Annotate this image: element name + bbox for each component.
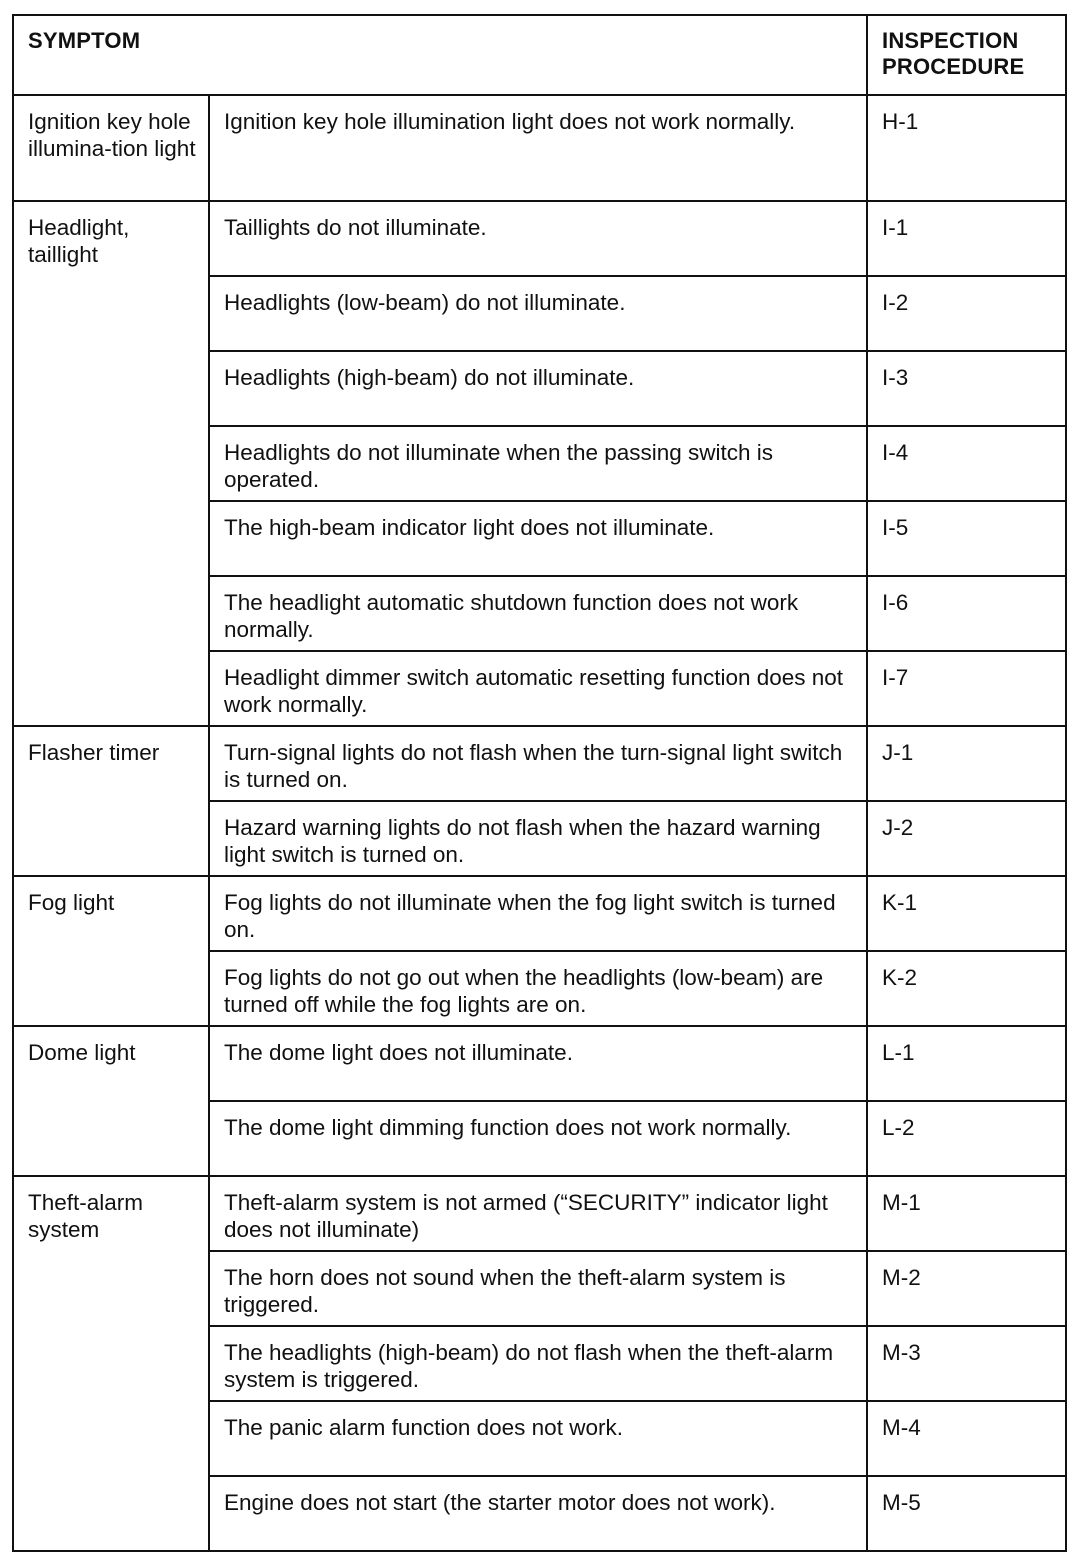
symptom-cell: Taillights do not illuminate. <box>209 201 867 276</box>
symptom-cell: The dome light does not illuminate. <box>209 1026 867 1101</box>
symptom-cell: Theft-alarm system is not armed (“SECURITY” indicator light does not illuminate) <box>209 1176 867 1251</box>
symptom-header <box>13 15 867 95</box>
symptom-cell: Headlights (high-beam) do not illuminate. <box>209 351 867 426</box>
symptom-cell: Headlights (low-beam) do not illuminate. <box>209 276 867 351</box>
procedure-code-cell: H-1 <box>867 95 1066 201</box>
symptom-cell: The dome light dimming function does not work normally. <box>209 1101 867 1176</box>
symptom-cell: Headlights do not illuminate when the passing switch is operated. <box>209 426 867 501</box>
symptom-cell: Ignition key hole illumination light does not work normally. <box>209 95 867 201</box>
procedure-code-cell: J-1 <box>867 726 1066 801</box>
category-cell: Dome light <box>13 1026 209 1176</box>
symptom-cell: Headlight dimmer switch automatic resetting function does not work normally. <box>209 651 867 726</box>
symptom-cell: The headlight automatic shutdown function does not work normally. <box>209 576 867 651</box>
procedure-code-cell: I-4 <box>867 426 1066 501</box>
table-row <box>13 1176 1066 1251</box>
table-row <box>13 95 1066 201</box>
table-header-row <box>13 15 1066 95</box>
table-row <box>13 201 1066 276</box>
procedure-code-cell: K-2 <box>867 951 1066 1026</box>
procedure-code-cell: L-1 <box>867 1026 1066 1101</box>
symptom-cell: Engine does not start (the starter motor does not work). <box>209 1476 867 1551</box>
procedure-code-cell: I-7 <box>867 651 1066 726</box>
procedure-code-cell: I-5 <box>867 501 1066 576</box>
table-row <box>13 1026 1066 1101</box>
table-body <box>13 95 1066 1551</box>
category-cell: Headlight, taillight <box>13 201 209 726</box>
procedure-code-cell: L-2 <box>867 1101 1066 1176</box>
category-cell: Theft-alarm system <box>13 1176 209 1551</box>
procedure-code-cell: K-1 <box>867 876 1066 951</box>
symptom-cell: Fog lights do not go out when the headlights (low-beam) are turned off while the fog lights are on. <box>209 951 867 1026</box>
symptom-cell: Hazard warning lights do not flash when the hazard warning light switch is turned on. <box>209 801 867 876</box>
procedure-header-line2: PROCEDURE <box>882 54 1025 79</box>
procedure-header-line1: INSPECTION <box>882 28 1019 53</box>
inspection-procedure-header <box>867 15 1066 95</box>
category-cell: Ignition key hole illumina-tion light <box>13 95 209 201</box>
procedure-code-cell: I-2 <box>867 276 1066 351</box>
symptom-cell: The panic alarm function does not work. <box>209 1401 867 1476</box>
symptom-cell: The high-beam indicator light does not illuminate. <box>209 501 867 576</box>
table-row <box>13 876 1066 951</box>
procedure-code-cell: I-6 <box>867 576 1066 651</box>
procedure-code-cell: M-5 <box>867 1476 1066 1551</box>
procedure-code-cell: J-2 <box>867 801 1066 876</box>
symptom-header-label: SYMPTOM <box>28 28 141 53</box>
symptom-table <box>12 14 1067 1552</box>
category-cell: Fog light <box>13 876 209 1026</box>
table-row <box>13 726 1066 801</box>
procedure-code-cell: M-4 <box>867 1401 1066 1476</box>
symptom-cell: Fog lights do not illuminate when the fog light switch is turned on. <box>209 876 867 951</box>
procedure-code-cell: I-1 <box>867 201 1066 276</box>
symptom-cell: The horn does not sound when the theft-alarm system is triggered. <box>209 1251 867 1326</box>
symptom-cell: The headlights (high-beam) do not flash when the theft-alarm system is triggered. <box>209 1326 867 1401</box>
procedure-code-cell: I-3 <box>867 351 1066 426</box>
procedure-code-cell: M-3 <box>867 1326 1066 1401</box>
procedure-code-cell: M-2 <box>867 1251 1066 1326</box>
procedure-code-cell: M-1 <box>867 1176 1066 1251</box>
category-cell: Flasher timer <box>13 726 209 876</box>
symptom-cell: Turn-signal lights do not flash when the turn-signal light switch is turned on. <box>209 726 867 801</box>
